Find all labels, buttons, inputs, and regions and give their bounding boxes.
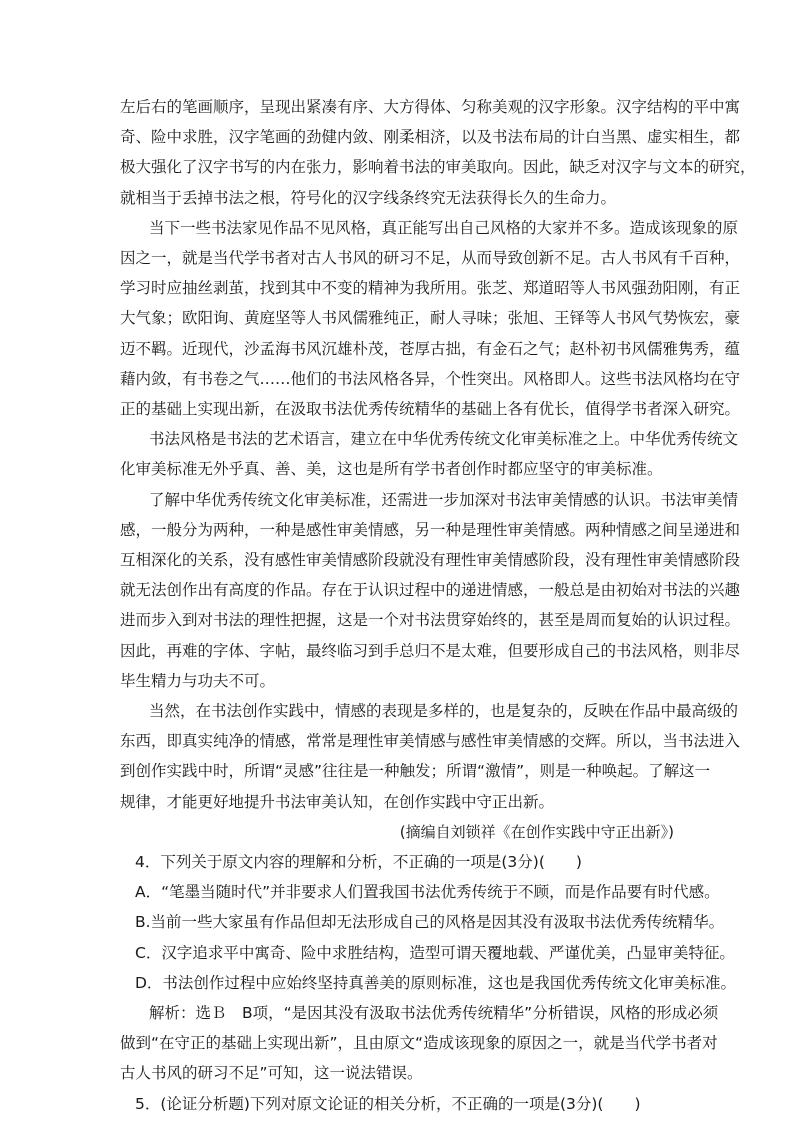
text-line: 互相深化的关系，没有感性审美情感阶段就没有理性审美情感阶段，没有理性审美情感阶段 — [120, 551, 741, 569]
text-line: 因之一，就是当代学书者对古人书风的研习不足，从而导致创新不足。古人书风有千百种， — [120, 249, 741, 267]
text-line: 奇、险中求胜，汉字笔画的劲健内敛、刚柔相济，以及书法布局的计白当黑、虚实相生，都 — [120, 128, 741, 146]
analysis-line: 做到“在守正的基础上实现出新”，且由原文“造成该现象的原因之一，就是当代学书者对 — [120, 1034, 718, 1052]
text-line: 因此，再难的字体、字帖，最终临习到手总归不是太难，但要形成自己的书法风格，则非尽 — [120, 642, 741, 660]
text-line: 极大强化了汉字书写的内在张力，影响着书法的审美取向。因此，缺乏对汉字与文本的研究， — [120, 158, 756, 176]
question-stem: 4．下列关于原文内容的理解和分析，不正确的一项是(3分)( ) — [135, 853, 582, 871]
text-line: 到创作实践中时，所谓“灵感”往往是一种触发；所谓“激情”，则是一种唤起。了解这一 — [120, 762, 711, 780]
text-line: 大气象；欧阳询、黄庭坚等人书风儒雅纯正，耐人寻味；张旭、王铎等人书风气势恢宏，豪 — [120, 309, 741, 327]
option-c: C．汉字追求平中寓奇、险中求胜结构，造型可谓天覆地载、严谨优美，凸显审美特征。 — [135, 944, 735, 962]
text-line: 学习时应抽丝剥茧，找到其中不变的精神为我所用。张芝、郑道昭等人书风强劲阳刚，有正 — [120, 279, 741, 297]
text-line: 感，一般分为两种，一种是感性审美情感，另一种是理性审美情感。两种情感之间呈递进和 — [120, 521, 741, 539]
text-line: 当然，在书法创作实践中，情感的表现是多样的，也是复杂的，反映在作品中最高级的 — [149, 702, 739, 720]
option-a: A．“笔墨当随时代”并非要求人们置我国书法优秀传统于不顾，而是作品要有时代感。 — [135, 883, 720, 901]
option-b: B.当前一些大家虽有作品但却无法形成自己的风格是因其没有汲取书法优秀传统精华。 — [135, 913, 725, 931]
text-line: 东西，即真实纯净的情感，常常是理性审美情感与感性审美情感的交辉。所以，当书法进入 — [120, 732, 741, 750]
option-d: D．书法创作过程中应始终坚持真善美的原则标准，这也是我国优秀传统文化审美标准。 — [135, 974, 736, 992]
text-line: 规律，才能更好地提升书法审美认知，在创作实践中守正出新。 — [120, 793, 555, 811]
question-stem: 5．(论证分析题)下列对原文论证的相关分析，不正确的一项是(3分)( ) — [135, 1095, 641, 1113]
text-line: 藉内敛，有书卷之气……他们的书法风格各异，个性突出。风格即人。这些书法风格均在守 — [120, 370, 741, 388]
text-line: 就相当于丢掉书法之根，符号化的汉字线条终究无法获得长久的生命力。 — [120, 189, 617, 207]
text-line: 就无法创作出有高度的作品。存在于认识过程中的递进情感，一般总是由初始对书法的兴趣 — [120, 581, 741, 599]
text-line: 化审美标准无外乎真、善、美，这也是所有学书者创作时都应坚守的审美标准。 — [120, 460, 663, 478]
text-line: 进而步入到对书法的理性把握，这是一个对书法贯穿始终的，甚至是周而复始的认识过程。 — [120, 611, 741, 629]
text-line: 书法风格是书法的艺术语言，建立在中华优秀传统文化审美标准之上。中华优秀传统文 — [149, 430, 739, 448]
analysis-line: 解析：选Ｂ B项，“是因其没有汲取书法优秀传统精华”分析错误，风格的形成必须 — [149, 1004, 719, 1022]
text-line: 正的基础上实现出新，在汲取书法优秀传统精华的基础上各有优长，值得学书者深入研究。 — [120, 400, 741, 418]
text-line: 迈不羁。近现代，沙孟海书风沉雄朴茂，苍厚古拙，有金石之气；赵朴初书风儒雅隽秀，蕴 — [120, 340, 741, 358]
text-line: 毕生精力与功夫不可。 — [120, 672, 276, 690]
analysis-line: 古人书风的研习不足”可知，这一说法错误。 — [120, 1064, 423, 1082]
text-line: 当下一些书法家见作品不见风格，真正能写出自己风格的大家并不多。造成该现象的原 — [149, 219, 739, 237]
text-line: 了解中华优秀传统文化审美标准，还需进一步加深对书法审美情感的认识。书法审美情 — [149, 491, 739, 509]
source-citation: (摘编自刘锁祥《在创作实践中守正出新》) — [399, 823, 674, 841]
text-line: 左后右的笔画顺序，呈现出紧凑有序、大方得体、匀称美观的汉字形象。汉字结构的平中寓 — [120, 98, 741, 116]
